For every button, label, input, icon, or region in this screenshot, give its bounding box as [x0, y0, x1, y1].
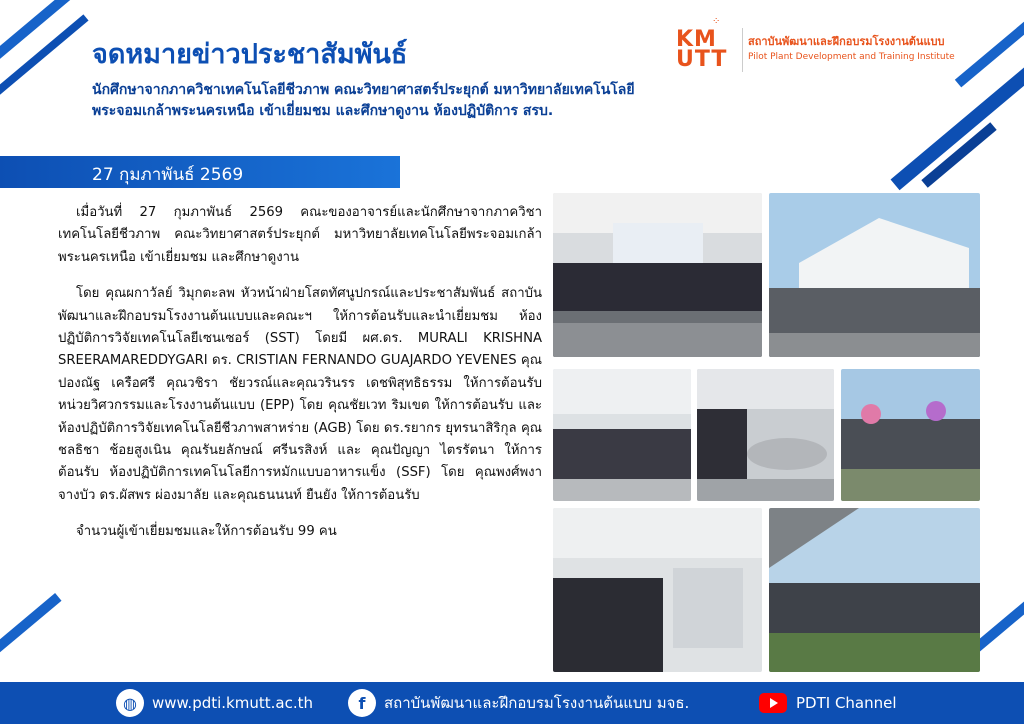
article-paragraph-2: โดย คุณผกาวัลย์ วิมุกตะลพ หัวหน้าฝ่ายโสตทัศนูปกรณ์และประชาสัมพันธ์ สถาบันพัฒนาและฝึกอบรมโรงงานต้นแบบและคณะฯ ให้การต้อนรับและนำเยี่ยมชม ห้องปฏิบัติการวิจัยเทคโนโลยีเซนเซอร์ (SST) โดยมี ผศ.ดร. MURALI KRISHNA SREERAMAREDDYGARI ดร. CRISTIAN FERNANDO GUAJARDO YEVENES คุณปองณัฐ เครือศรี คุณวชิรา ชัยวรณ์และคุณวรินรร เดชพิสุทธิธรรม ให้การต้อนรับ หน่วยวิศวกรรมและโรงงานต้นแบบ (EPP) โดย คุณชัยเวท ริมเขต ให้การต้อนรับ และห้องปฏิบัติการวิจัยเทคโนโลยีชีวภาพสาหร่าย (AGB) โดย ดร.รยากร ยุทรนาสิริกุล คุณชลธิชา ช้อยสูงเนิน คุณรันยลักษณ์ ศรีนรสิงห์ และ คุณปัญญา ไตรรัตนา ให้การต้อนรับ ห้องปฏิบัติการเทคโนโลยีการหมักแบบอาหารแข็ง (SSF) โดย คุณพงศ์พงา จางบัว ดร.ผัสพร ผ่องมาลัย และคุณธนนนท์ ยืนยัง ให้การต้อนรับ [58, 286, 542, 503]
footer-facebook-text: สถาบันพัฒนาและฝึกอบรมโรงงานต้นแบบ มจธ. [384, 694, 690, 712]
photo-machine-demo [697, 369, 834, 501]
decor-stripe [0, 14, 89, 97]
logo-mark-line1: KM [676, 27, 717, 52]
photo-outdoor-tanks [769, 508, 980, 672]
footer-youtube-text: PDTI Channel [796, 694, 897, 712]
footer-website-text: www.pdti.kmutt.ac.th [152, 694, 313, 712]
article-body [58, 202, 542, 558]
logo-divider [742, 28, 743, 72]
photo-group-meeting-room [553, 193, 762, 357]
logo-name-th: สถาบันพัฒนาและฝึกอบรมโรงงานต้นแบบ [748, 35, 945, 48]
logo-dots-icon: ⁘ [712, 16, 721, 27]
decor-stripe [0, 0, 96, 75]
footer-facebook[interactable] [348, 689, 689, 717]
footer-website[interactable] [116, 689, 313, 717]
globe-icon: ◍ [116, 689, 144, 717]
decor-stripe [0, 593, 62, 665]
photo-group-outdoor-dome [769, 193, 980, 357]
footer-bar [0, 682, 1024, 724]
youtube-icon [758, 689, 788, 717]
logo-mark [676, 27, 728, 72]
photo-lab-hallway [553, 369, 691, 501]
logo-mark-line2: UTT [676, 47, 728, 72]
kmutt-logo [676, 16, 976, 78]
footer-youtube[interactable] [758, 689, 897, 717]
page-subtitle: นักศึกษาจากภาควิชาเทคโนโลยีชีวภาพ คณะวิทยาศาสตร์ประยุกต์ มหาวิทยาลัยเทคโนโลยีพระจอมเกล้าพระนครเหนือ เข้าเยี่ยมชม และศึกษาดูงาน ห้องปฏิบัติการ สรบ. [92, 82, 635, 119]
article-paragraph-3: จำนวนผู้เข้าเยี่ยมชมและให้การต้อนรับ 99 คน [76, 524, 337, 540]
news-date: 27 กุมภาพันธ์ 2569 [92, 165, 244, 185]
logo-name-en: Pilot Plant Development and Training Institute [748, 52, 955, 62]
article-paragraph-1: เมื่อวันที่ 27 กุมภาพันธ์ 2569 คณะของอาจารย์และนักศึกษาจากภาควิชาเทคโนโลยีชีวภาพ คณะวิทยาศาสตร์ประยุกต์ มหาวิทยาลัยเทคโนโลยีพระจอมเกล้าพระนครเหนือ เข้าเยี่ยมชม และศึกษาดูงาน [58, 205, 542, 265]
facebook-icon: f [348, 689, 376, 717]
photo-lab-bench [553, 508, 762, 672]
photo-outdoor-umbrellas [841, 369, 980, 501]
date-bar [0, 156, 400, 188]
page-title: จดหมายข่าวประชาสัมพันธ์ [92, 39, 408, 70]
